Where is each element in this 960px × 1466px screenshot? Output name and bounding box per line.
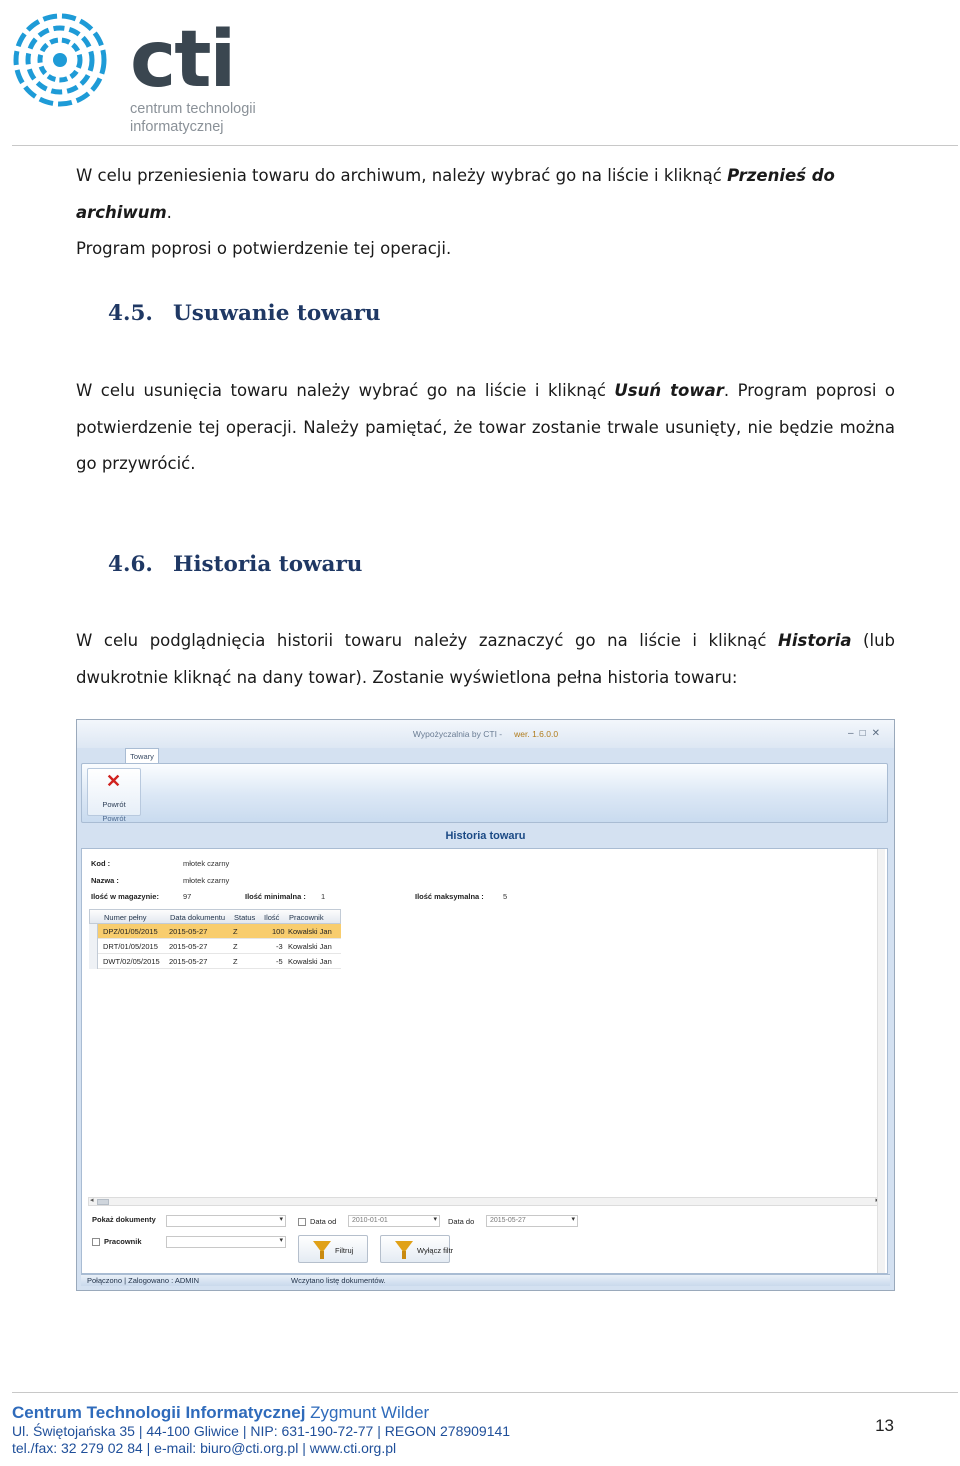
section-heading-4-5: 4.5. Usuwanie towaru	[108, 301, 381, 326]
chevron-down-icon: ▾	[279, 1216, 283, 1223]
date-from-input[interactable]: 2010-01-01 ▾	[348, 1215, 440, 1227]
table-header	[89, 909, 341, 924]
footer-address: Ul. Świętojańska 35 | 44-100 Gliwice | NIP: 631-190-72-77 | REGON 278909141	[12, 1423, 511, 1439]
window-title: Wypożyczalnia by CTI -	[412, 729, 503, 739]
date-from-checkbox[interactable]	[298, 1218, 306, 1226]
funnel-icon	[313, 1241, 331, 1253]
filter-button[interactable]: Filtruj	[298, 1235, 368, 1263]
table-row[interactable]: DWT/02/05/2015 2015-05-27 Z -5 Kowalski Jan	[89, 954, 341, 969]
maximize-icon[interactable]: □	[859, 728, 872, 739]
chevron-down-icon: ▾	[279, 1237, 283, 1244]
footer-company: Centrum Technologii Informatycznej Zygmunt Wilder	[12, 1403, 430, 1422]
date-to-input[interactable]: 2015-05-27 ▾	[486, 1215, 578, 1227]
panel-title: Historia towaru	[445, 830, 526, 842]
logo-wordmark: cti	[130, 15, 235, 105]
table-row[interactable]: DRT/01/05/2015 2015-05-27 Z -3 Kowalski Jan	[89, 939, 341, 954]
app-version: wer. 1.6.0.0	[514, 729, 559, 739]
col-data[interactable]: Data dokumentu	[170, 913, 226, 922]
history-table	[89, 909, 341, 969]
title-bar	[77, 720, 894, 748]
col-status[interactable]: Status	[234, 913, 256, 922]
date-from-label: Data od	[310, 1217, 337, 1226]
employee-checkbox[interactable]	[92, 1238, 100, 1246]
status-left: Połączono | Zalogowano : ADMIN	[87, 1276, 200, 1285]
ribbon-group-label: Powrót	[102, 814, 126, 823]
minimize-icon[interactable]: –	[848, 728, 860, 739]
history-panel	[81, 848, 888, 1274]
max-field: Ilość maksymalna : 5	[415, 892, 508, 901]
tab-towary[interactable]: Towary	[125, 748, 159, 764]
show-docs-label: Pokaż dokumenty	[92, 1215, 156, 1224]
employee-label: Pracownik	[104, 1237, 142, 1246]
section-4-5-paragraph: W celu usunięcia towaru należy wybrać go na liście i kliknąć Usuń towar. Program poprosi o potwierdzenie tej operacji. Należy pamiętać, że towar zostanie trwale usunięty, nie będzie można go przywrócić.	[76, 381, 895, 473]
nazwa-field: Nazwa : młotek czarny	[91, 876, 230, 885]
status-right: Wczytano listę dokumentów.	[291, 1276, 386, 1285]
section-4-6-paragraph: W celu podglądnięcia historii towaru należy zaznaczyć go na liście i kliknąć Historia (lub dwukrotnie kliknąć na dany towar). Zostanie wyświetlona pełna historia towaru:	[76, 631, 895, 687]
section-heading-4-6: 4.6. Historia towaru	[108, 552, 363, 577]
scroll-left-icon[interactable]: ◂	[90, 1197, 94, 1204]
cti-logo-emblem-icon	[10, 10, 110, 110]
employee-select[interactable]	[166, 1236, 286, 1248]
kod-field: Kod : młotek czarny	[91, 859, 230, 868]
close-icon[interactable]: ✕	[871, 728, 886, 739]
cross-icon: ✕	[106, 771, 122, 791]
horizontal-scrollbar[interactable]	[88, 1197, 881, 1206]
clear-filter-button[interactable]: Wyłącz filtr	[380, 1235, 450, 1263]
page-number: 13	[875, 1416, 894, 1435]
col-ilosc[interactable]: Ilość	[264, 913, 280, 922]
table-row[interactable]: DPZ/01/05/2015 2015-05-27 Z 100 Kowalski Jan	[89, 924, 341, 939]
logo-tagline: centrum technologii informatycznej	[130, 101, 256, 135]
footer-contact: tel./fax: 32 279 02 84 | e-mail: biuro@cti.org.pl | www.cti.org.pl	[12, 1440, 397, 1456]
col-pracownik[interactable]: Pracownik	[289, 913, 324, 922]
col-numer[interactable]: Numer pełny	[104, 913, 147, 922]
min-field: Ilość minimalna : 1	[245, 892, 326, 901]
back-button[interactable]: ✕ Powrót	[87, 768, 141, 816]
ribbon	[81, 763, 888, 823]
cti-logo	[10, 10, 270, 138]
app-window	[76, 719, 895, 1291]
status-bar	[81, 1274, 890, 1286]
header-divider	[12, 145, 958, 146]
footer-divider	[12, 1392, 958, 1393]
intro-paragraph: W celu przeniesienia towaru do archiwum, należy wybrać go na liście i kliknąć Przenieś do archiwum. Program poprosi o potwierdzenie tej operacji.	[76, 166, 835, 258]
funnel-icon	[395, 1241, 413, 1253]
calendar-icon[interactable]: ▾	[571, 1216, 575, 1223]
calendar-icon[interactable]: ▾	[433, 1216, 437, 1223]
archive-command: Przenieś do archiwum	[76, 166, 835, 222]
delete-command: Usuń towar	[614, 381, 724, 400]
doc-type-select[interactable]	[166, 1215, 286, 1227]
date-to-label: Data do	[448, 1217, 475, 1226]
vertical-scrollbar[interactable]	[877, 849, 885, 1273]
ilosc-field: Ilość w magazynie: 97	[91, 892, 192, 901]
history-command: Historia	[778, 631, 852, 650]
